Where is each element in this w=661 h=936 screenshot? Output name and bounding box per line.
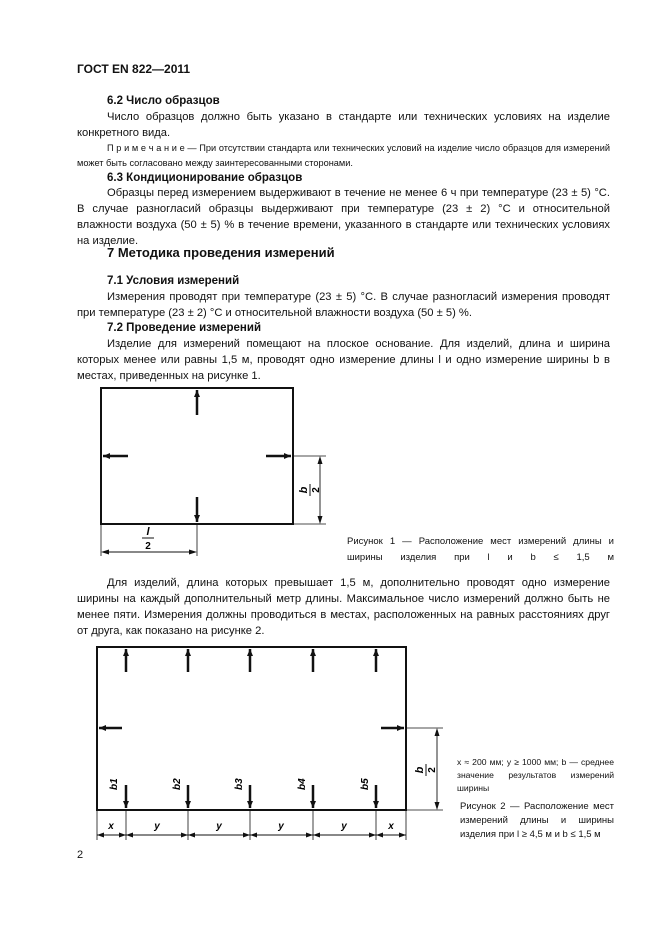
section-6-3-title: 6.3 Кондиционирование образцов: [107, 172, 303, 184]
fig1-label-2: 2: [145, 541, 151, 552]
section-7-2-title: 7.2 Проведение измерений: [107, 322, 262, 334]
section-6-2-note: П р и м е ч а н и е — При отсутствии стандарта или технических условий на изделие число образцов для измерений может быть согласовано между заинтересованными сторонами.: [77, 143, 610, 168]
fig2-b-label-3: b3: [234, 778, 245, 790]
figure-2-legend: x ≈ 200 мм; y ≥ 1000 мм; b — среднее значение результатов измерений ширины: [457, 757, 614, 793]
fig2-b-label-2: b2: [172, 778, 183, 790]
page-number: 2: [77, 849, 84, 861]
fig2-dim-label-6: x: [388, 821, 394, 832]
section-6-2-text: Число образцов должно быть указано в стандарте или технических условиях на изделие конкретного вида.: [77, 111, 610, 139]
paragraph-long-products: Для изделий, длина которых превышает 1,5 м, дополнительно проводят одно измерение ширины на каждый дополнительный метр длины. Максимальное число измерений должно быть не менее пяти. Измерения должны проводиться в местах, расположенных на равных расстояниях друг от друга, как показано на рисунке 2.: [77, 577, 610, 637]
fig2-dim-label-1: x: [108, 821, 114, 832]
fig2-b-label-5: b5: [360, 778, 371, 790]
figure-2-caption: Рисунок 2 — Расположение мест измерений длины и ширины изделия при l ≥ 4,5 м и b ≤ 1,5 м: [460, 801, 614, 840]
fig2-b-label-1: b1: [109, 778, 120, 790]
fig2-dim-label-5: y: [341, 821, 347, 832]
section-7-title: 7 Методика проведения измерений: [107, 245, 335, 260]
fig2-b-label-4: b4: [297, 778, 308, 790]
section-7-1-title: 7.1 Условия измерений: [107, 275, 240, 287]
section-7-2-text: Изделие для измерений помещают на плоское основание. Для изделий, длина и ширина которых менее или равны 1,5 м, проводят одно измерение длины l и одно измерение ширины b в местах, приведенных на рисунке 1.: [77, 338, 610, 382]
section-6-2-title: 6.2 Число образцов: [107, 95, 220, 107]
fig2-dim-label-3: y: [216, 821, 222, 832]
fig1-label-b: b: [298, 486, 310, 494]
fig2-label-b: b: [414, 766, 426, 774]
section-7-1-text: Измерения проводят при температуре (23 ± 5) °С. В случае разногласий измерения проводят при температуре (23 ± 2) °С и относительной влажности воздуха (50 ± 5) %.: [77, 291, 610, 319]
figure-1-caption: Рисунок 1 — Расположение мест измерений длины и ширины изделия при l и b ≤ 1,5 м: [347, 536, 614, 563]
fig2-dim-label-4: y: [278, 821, 284, 832]
figure-2: [97, 647, 443, 840]
fig1-label-l: l: [146, 526, 150, 538]
fig2-dim-label-2: y: [154, 821, 160, 832]
figure-1: [101, 388, 326, 556]
fig2-label-b-2: 2: [427, 767, 438, 773]
fig1-label-b-2: 2: [311, 487, 322, 493]
section-6-3-text: Образцы перед измерением выдерживают в течение не менее 6 ч при температуре (23 ± 5) °С. В случае разногласий образцы выдерживают при температуре (23 ± 2) °С и относительной влажности воздуха (50 ± 5) % в течение времени, указанного в стандарте или технических условиях на изделие.: [77, 187, 610, 247]
document-header: ГОСТ EN 822—2011: [77, 62, 191, 76]
